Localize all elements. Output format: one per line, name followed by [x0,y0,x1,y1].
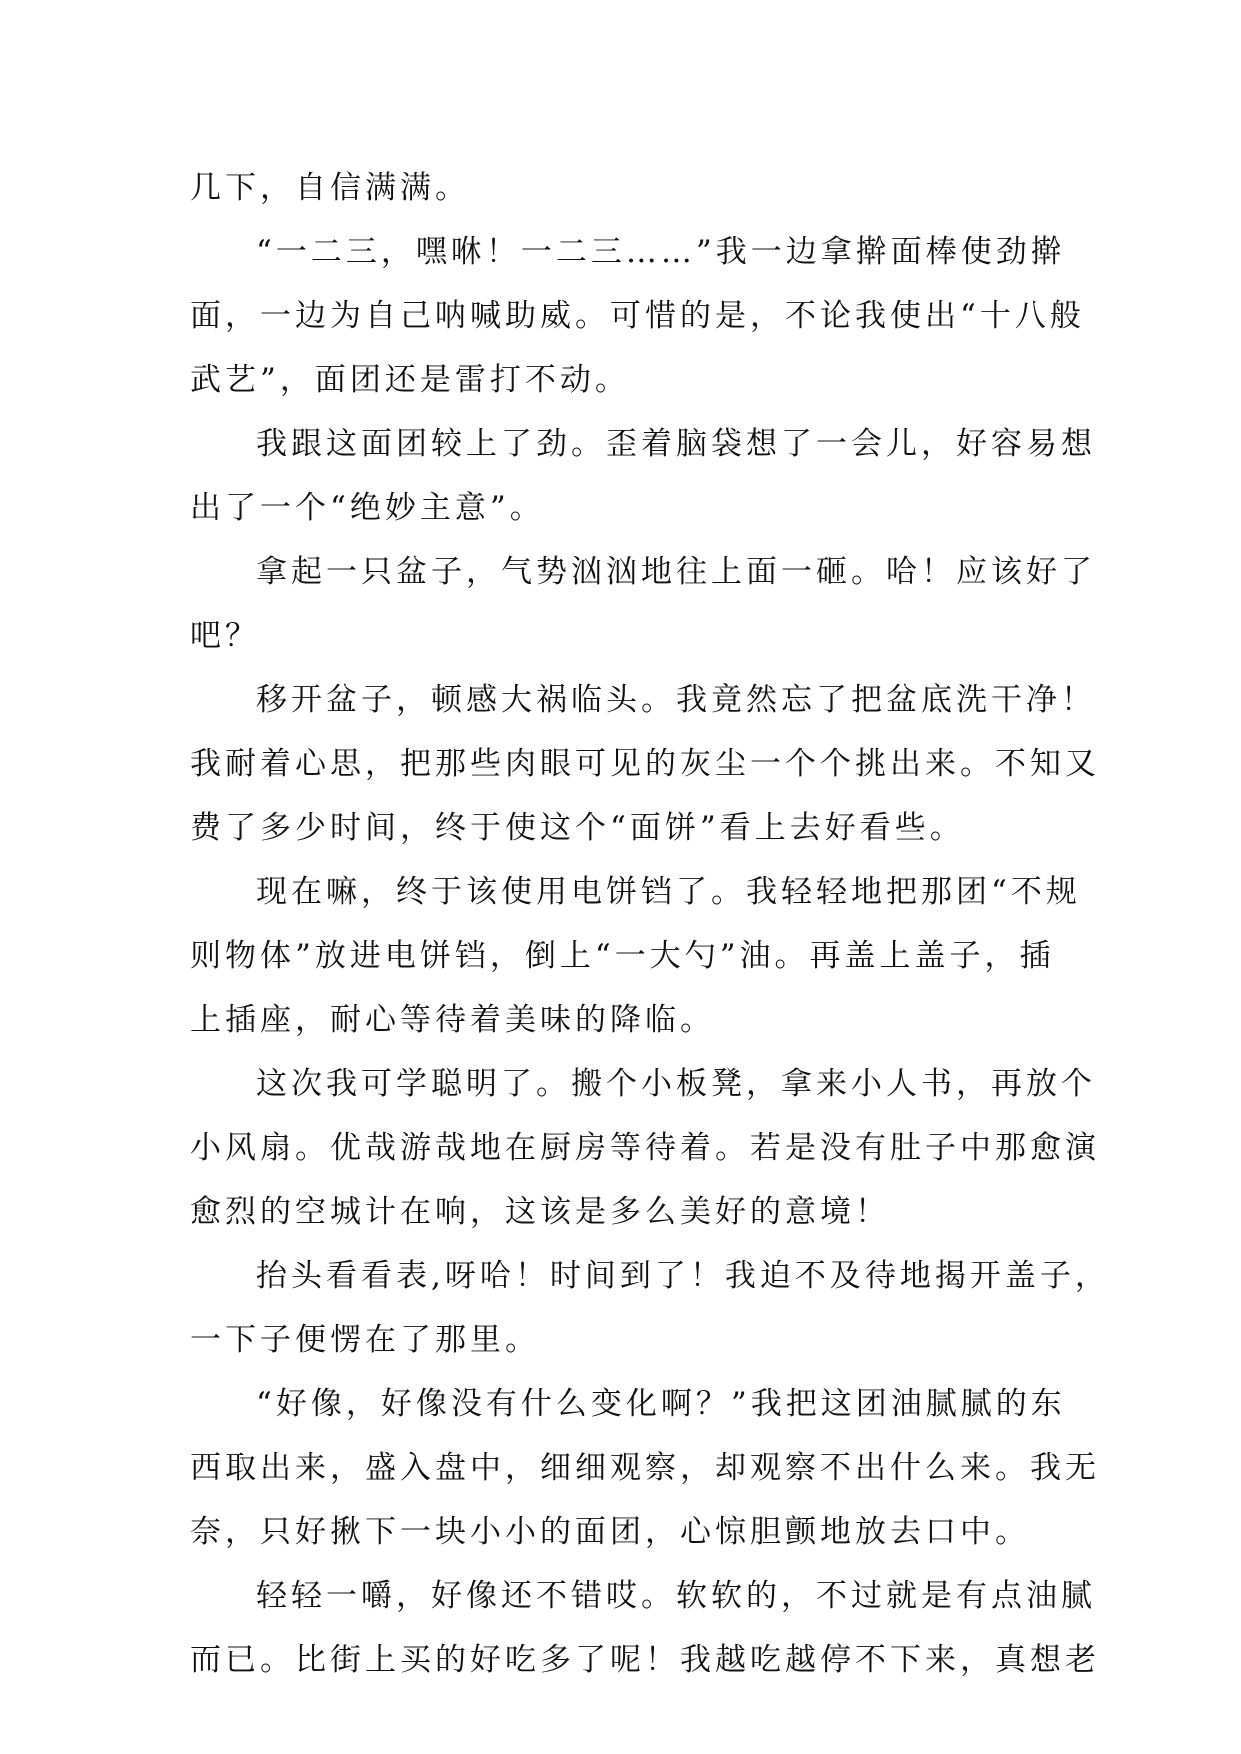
text-line: 奈，只好揪下一块小小的面团，心惊胆颤地放去口中。 [190,1514,1030,1550]
text-line: 出了一个“绝妙主意”。 [190,490,545,526]
text-line: 这次我可学聪明了。搬个小板凳，拿来小人书，再放个 [256,1066,1096,1102]
text-line: 则物体”放进电饼铛，倒上“一大勺”油。再盖上盖子，插 [190,938,1055,974]
text-line: 我耐着心思，把那些肉眼可见的灰尘一个个挑出来。不知又 [190,746,1100,782]
text-line: 几下，自信满满。 [190,170,470,206]
text-line: 一下子便愣在了那里。 [190,1322,540,1358]
text-line: 移开盆子，顿感大祸临头。我竟然忘了把盆底洗干净！ [256,682,1096,718]
text-line: “一二三，嘿咻！一二三……”我一边拿擀面棒使劲擀 [256,234,1066,270]
text-line: 小风扇。优哉游哉地在厨房等待着。若是没有肚子中那愈演 [190,1130,1100,1166]
text-line: 吧？ [190,618,260,654]
text-line: 费了多少时间，终于使这个“面饼”看上去好看些。 [190,810,965,846]
text-line: 我跟这面团较上了劲。歪着脑袋想了一会儿，好容易想 [256,426,1096,462]
text-line: 现在嘛，终于该使用电饼铛了。我轻轻地把那团“不规 [256,874,1081,910]
text-line: 面，一边为自己呐喊助威。可惜的是，不论我使出“十八般 [190,298,1085,334]
text-line: 抬头看看表,呀哈！时间到了！我迫不及待地揭开盖子， [256,1258,1110,1294]
text-line: 拿起一只盆子，气势汹汹地往上面一砸。哈！应该好了 [256,554,1096,590]
text-line: 愈烈的空城计在响，这该是多么美好的意境！ [190,1194,890,1230]
article-body [190,156,1110,1692]
text-line: 西取出来，盛入盘中，细细观察，却观察不出什么来。我无 [190,1450,1100,1486]
text-line: 轻轻一嚼，好像还不错哎。软软的，不过就是有点油腻 [256,1578,1096,1614]
text-line: 而已。比街上买的好吃多了呢！我越吃越停不下来，真想老 [190,1642,1100,1678]
text-line: 上插座，耐心等待着美味的降临。 [190,1002,715,1038]
text-line: “好像，好像没有什么变化啊？”我把这团油腻腻的东 [256,1386,1066,1422]
text-line: 武艺”，面团还是雷打不动。 [190,362,630,398]
